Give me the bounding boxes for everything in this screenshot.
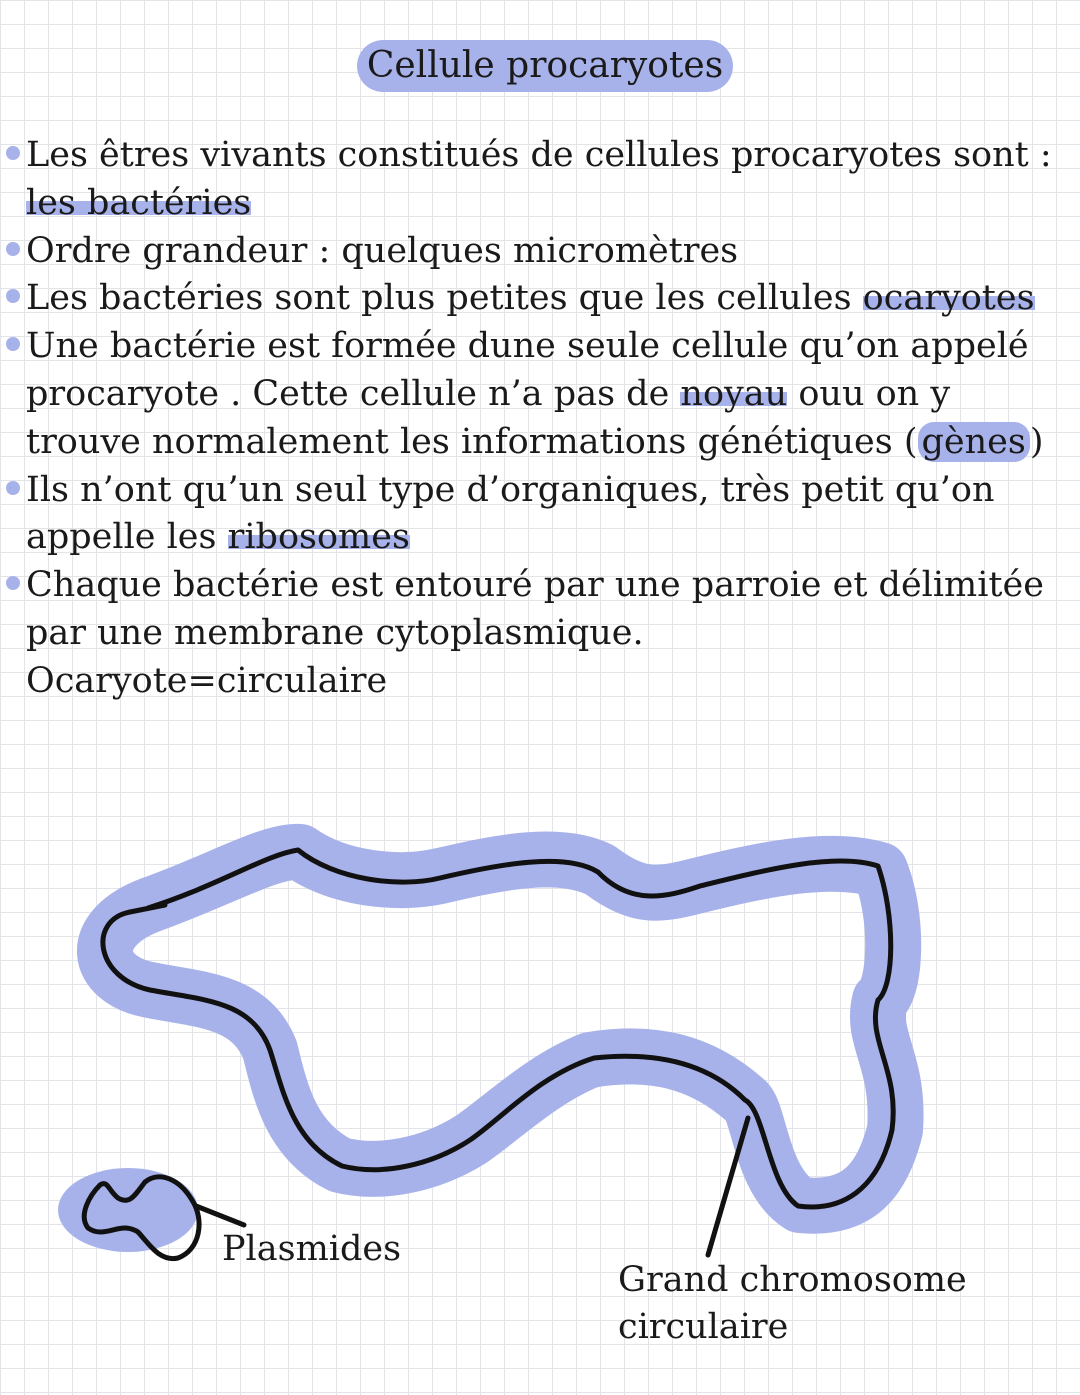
bullet-text: Une bactérie est formée dune seule cellule qu’on appelé procaryote . Cette cellule n’a pas de — [26, 326, 1029, 414]
highlight-text: gènes — [918, 422, 1030, 462]
chromosome-label — [618, 1257, 967, 1351]
bullet-text: Les bactéries sont plus petites que les cellules — [26, 278, 863, 319]
bullet-text: Les êtres vivants constitués de cellules procaryotes sont : — [26, 135, 1052, 175]
closing-line: Ocaryote=circulaire — [26, 660, 388, 701]
bullet-text: Ordre grandeur : quelques micromètres — [26, 230, 739, 271]
chromosome-label-line1: Grand chromosome — [618, 1260, 967, 1300]
page-title: Cellule procaryotes — [357, 40, 733, 92]
chromosome-highlight — [105, 852, 896, 1206]
bullet-text: Ils n’ont qu’un seul type d’organiques, très petit qu’on appelle les — [26, 469, 995, 558]
bullet-text: Chaque bactérie est entouré par une parroie et délimitée par une membrane cytoplasmique. — [26, 565, 1044, 653]
chromosome-pointer — [708, 1118, 748, 1255]
bullet-text: ouu on y trouve normalement les informations génétiques ( — [26, 373, 951, 462]
highlight-text: ocaryotes — [862, 278, 1035, 319]
chromosome-label-line2: circulaire — [618, 1307, 789, 1347]
plasmides-label: Plasmides — [222, 1229, 402, 1269]
plasmid-pointer — [196, 1206, 244, 1225]
highlight-text: les bactéries — [26, 182, 252, 223]
highlight-text: noyau — [680, 373, 788, 414]
highlight-text: ribosomes — [227, 517, 410, 558]
bullet-text: ) — [1029, 421, 1044, 462]
